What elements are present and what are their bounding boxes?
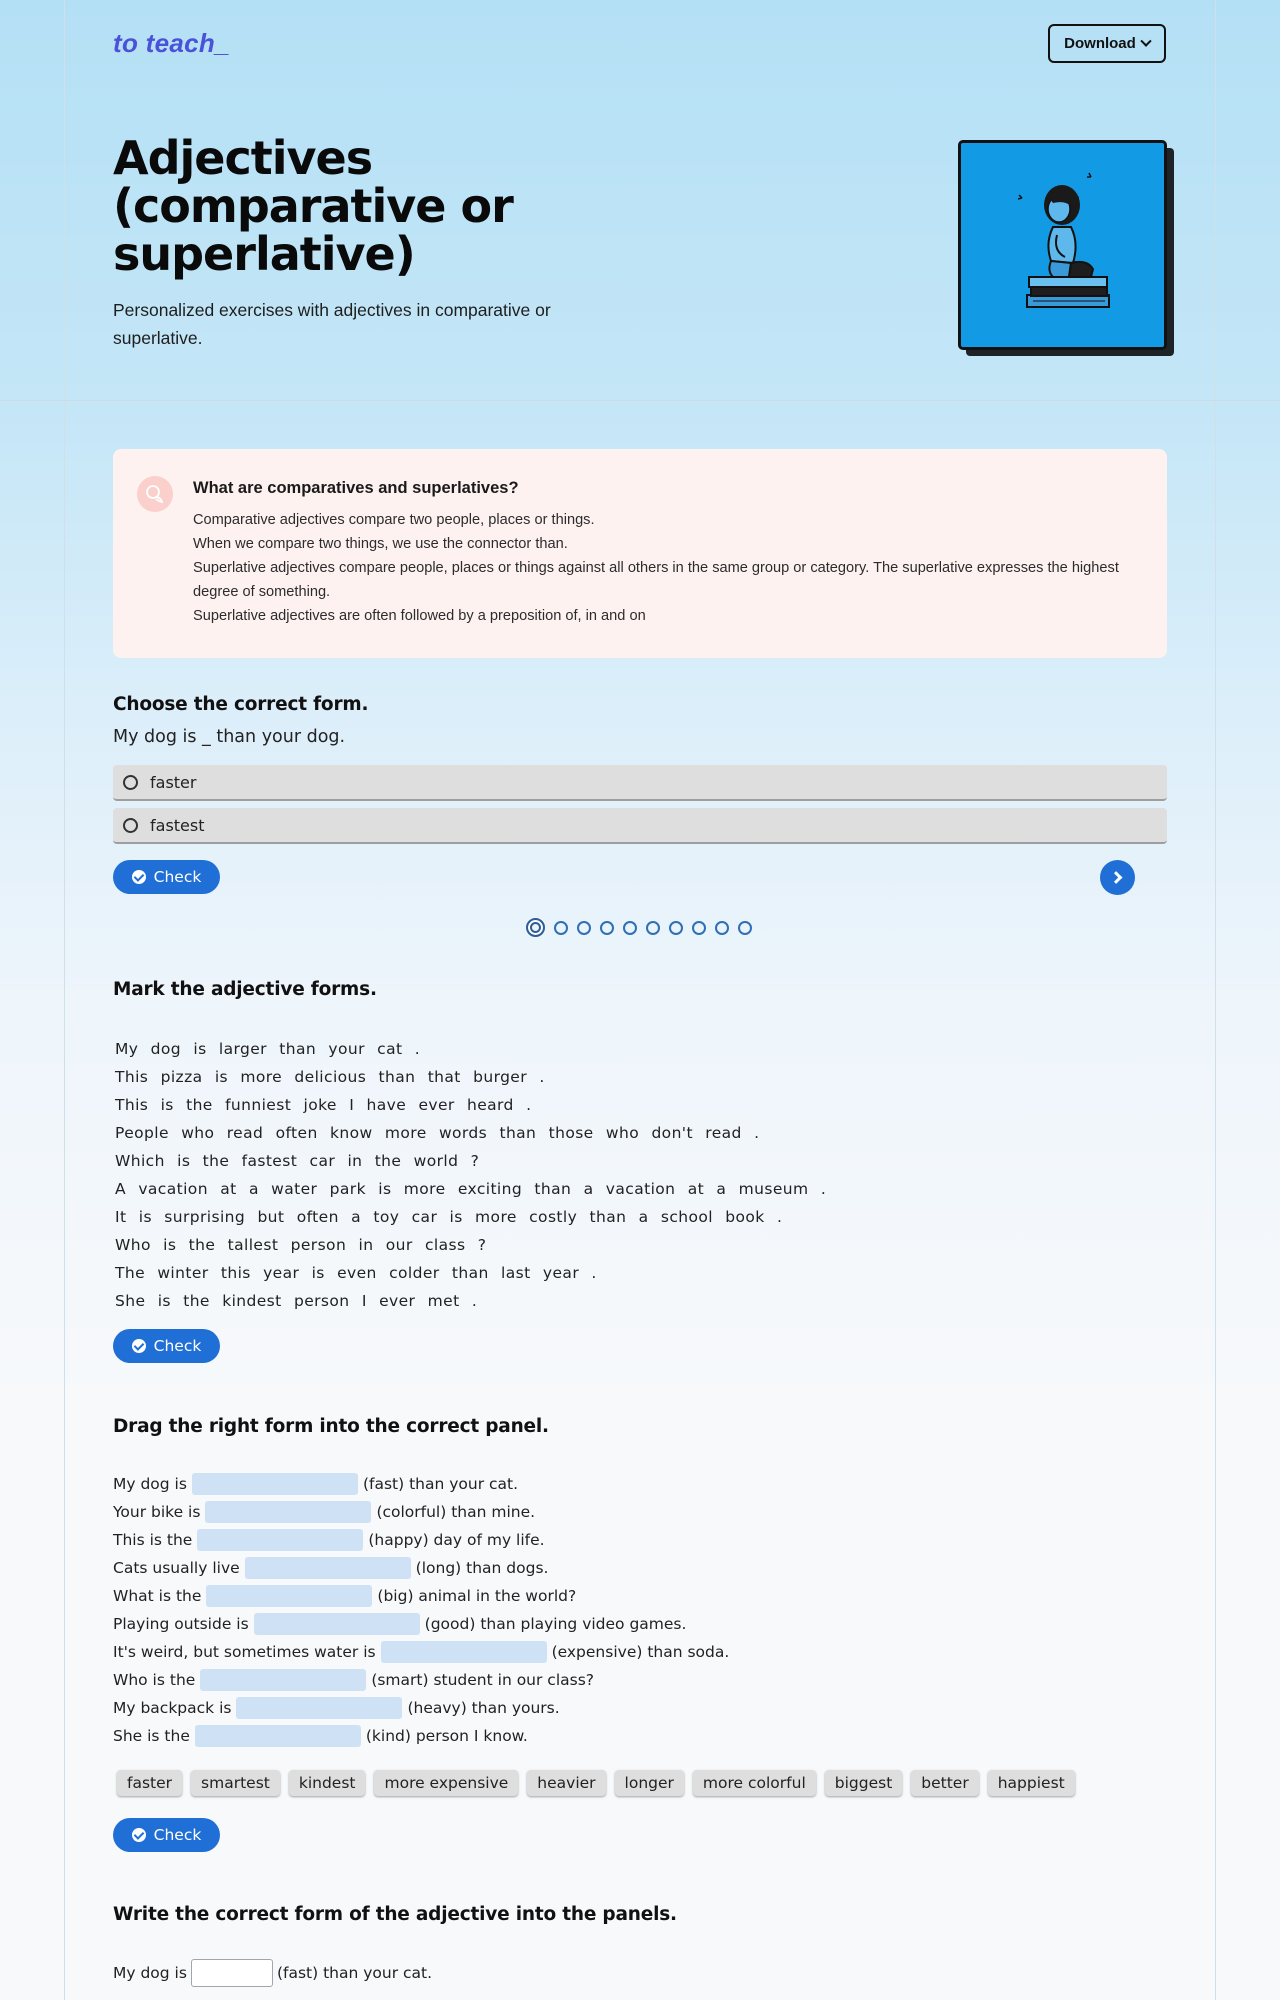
drag-row-after: (expensive) than soda. [551, 1643, 730, 1661]
drag-row [113, 1638, 729, 1666]
drag-row-before: My backpack is [113, 1699, 232, 1717]
drag-row-after: (heavy) than yours. [407, 1699, 560, 1717]
markable-sentence[interactable]: My dog is larger than your cat . [115, 1040, 421, 1058]
chat-bubbles-icon [137, 476, 173, 512]
option-fastest[interactable] [113, 808, 1167, 844]
check-circle-icon [132, 1828, 146, 1842]
drag-row-before: She is the [113, 1727, 190, 1745]
drag-row [113, 1526, 729, 1554]
draggable-chip[interactable]: biggest [825, 1770, 903, 1796]
drop-zone[interactable] [381, 1641, 547, 1663]
draggable-chip[interactable]: longer [615, 1770, 684, 1796]
info-title: What are comparatives and superlatives? [193, 479, 519, 497]
drop-zone[interactable] [254, 1613, 420, 1635]
check-label: Check [153, 1337, 202, 1355]
drag-row-before: My dog is [113, 1475, 187, 1493]
info-line: When we compare two things, we use the connector than. [193, 536, 568, 552]
exercise4-heading: Write the correct form of the adjective into the panels. [113, 1904, 677, 1925]
exercise1-check-button[interactable] [113, 860, 220, 894]
chevron-right-icon [1110, 871, 1123, 884]
markable-sentence[interactable]: A vacation at a water park is more exciting than a vacation at a museum . [115, 1180, 827, 1198]
draggable-chip[interactable]: better [911, 1770, 978, 1796]
download-label: Download [1064, 35, 1136, 52]
layout-guide-right [1215, 0, 1216, 2000]
draggable-chip[interactable]: smartest [191, 1770, 280, 1796]
markable-sentence[interactable]: It is surprising but often a toy car is more costly than a school book . [115, 1208, 783, 1226]
info-line: Superlative adjectives are often followed by a preposition of, in and on [193, 608, 646, 624]
drag-row-before: Playing outside is [113, 1615, 249, 1633]
option-label: fastest [150, 815, 205, 835]
drag-row [113, 1694, 729, 1722]
draggable-word-bank [117, 1770, 1075, 1796]
markable-sentence[interactable]: Who is the tallest person in our class ? [115, 1236, 487, 1254]
layout-guide-left [64, 0, 65, 2000]
answer-input[interactable] [191, 1959, 273, 1987]
markable-sentence[interactable]: She is the kindest person I ever met . [115, 1292, 478, 1310]
draggable-chip[interactable]: more expensive [374, 1770, 518, 1796]
check-circle-icon [132, 1339, 146, 1353]
pagination-dot-4[interactable] [600, 921, 614, 935]
markable-sentence[interactable]: The winter this year is even colder than last year . [115, 1264, 597, 1282]
markable-sentence[interactable]: People who read often know more words than those who don't read . [115, 1124, 760, 1142]
drop-zone[interactable] [197, 1529, 363, 1551]
exercise2-check-button[interactable] [113, 1329, 220, 1363]
drag-row-before: It's weird, but sometimes water is [113, 1643, 376, 1661]
markable-sentence[interactable]: This is the funniest joke I have ever heard . [115, 1096, 532, 1114]
info-line: Superlative adjectives compare people, places or things against all others in the same group or category. The superlative expresses the highest degree of something. [193, 560, 1119, 600]
check-label: Check [153, 868, 202, 886]
drop-zone[interactable] [195, 1725, 361, 1747]
drag-row-after: (big) animal in the world? [377, 1587, 577, 1605]
pagination-dot-5[interactable] [623, 921, 637, 935]
write-row-before: My dog is [113, 1964, 187, 1982]
page-title: Adjectives (comparative or superlative) [113, 131, 513, 281]
drop-zone[interactable] [200, 1669, 366, 1691]
site-logo[interactable]: to teach_ [113, 28, 230, 58]
drag-row-before: This is the [113, 1531, 193, 1549]
exercise1-heading: Choose the correct form. [113, 694, 369, 715]
download-button[interactable] [1048, 24, 1166, 63]
drag-row [113, 1554, 729, 1582]
drag-row-before: Your bike is [113, 1503, 201, 1521]
check-circle-icon [132, 870, 146, 884]
markable-sentence[interactable]: This pizza is more delicious than that burger . [115, 1068, 545, 1086]
exercise3-check-button[interactable] [113, 1818, 220, 1852]
markable-sentence[interactable]: Which is the fastest car in the world ? [115, 1152, 480, 1170]
pagination-dot-1[interactable] [526, 918, 545, 937]
pagination-dot-7[interactable] [669, 921, 683, 935]
drag-row-before: Cats usually live [113, 1559, 240, 1577]
question-pagination [526, 918, 752, 937]
drag-row-before: What is the [113, 1587, 202, 1605]
pagination-dot-6[interactable] [646, 921, 660, 935]
drag-row [113, 1582, 729, 1610]
hero-divider [0, 400, 1280, 401]
drop-zone[interactable] [245, 1557, 411, 1579]
drag-row-after: (happy) day of my life. [368, 1531, 545, 1549]
next-question-button[interactable] [1100, 860, 1135, 895]
radio-button[interactable] [123, 775, 138, 790]
info-body [193, 508, 1143, 628]
write-row [113, 1958, 432, 1988]
info-line: Comparative adjectives compare two people, places or things. [193, 512, 595, 528]
option-faster[interactable] [113, 765, 1167, 801]
drag-sentence-list [113, 1470, 729, 1750]
check-label: Check [153, 1826, 202, 1844]
page-subtitle: Personalized exercises with adjectives in comparative or superlative. [113, 300, 551, 348]
drag-row-after: (long) than dogs. [415, 1559, 549, 1577]
info-box [113, 449, 1167, 658]
chevron-down-icon [1140, 35, 1151, 46]
drag-row [113, 1666, 729, 1694]
drag-row [113, 1610, 729, 1638]
drag-row-after: (colorful) than mine. [376, 1503, 536, 1521]
exercise1-question: My dog is _ than your dog. [113, 727, 346, 747]
draggable-chip[interactable]: faster [117, 1770, 182, 1796]
draggable-chip[interactable]: more colorful [693, 1770, 816, 1796]
pagination-dot-8[interactable] [692, 921, 706, 935]
draggable-chip[interactable]: kindest [289, 1770, 366, 1796]
draggable-chip[interactable]: happiest [988, 1770, 1075, 1796]
drag-row-after: (smart) student in our class? [371, 1671, 595, 1689]
drag-row-after: (fast) than your cat. [362, 1475, 519, 1493]
mark-sentence-list [115, 1035, 826, 1315]
drop-zone[interactable] [205, 1501, 371, 1523]
write-row-after: (fast) than your cat. [276, 1964, 433, 1982]
pagination-dot-10[interactable] [738, 921, 752, 935]
drag-row [113, 1722, 729, 1750]
girl-sitting-on-books-icon [961, 143, 1167, 350]
exercise2-heading: Mark the adjective forms. [113, 979, 377, 1000]
drop-zone[interactable] [206, 1585, 372, 1607]
pagination-dot-2[interactable] [554, 921, 568, 935]
hero-illustration [958, 140, 1167, 350]
drag-row [113, 1470, 729, 1498]
radio-button[interactable] [123, 818, 138, 833]
drop-zone[interactable] [236, 1697, 402, 1719]
pagination-dot-9[interactable] [715, 921, 729, 935]
drag-row [113, 1498, 729, 1526]
drag-row-after: (kind) person I know. [365, 1727, 528, 1745]
pagination-dot-3[interactable] [577, 921, 591, 935]
exercise3-heading: Drag the right form into the correct panel. [113, 1416, 549, 1437]
option-label: faster [150, 772, 197, 792]
drag-row-before: Who is the [113, 1671, 196, 1689]
drag-row-after: (good) than playing video games. [424, 1615, 687, 1633]
drop-zone[interactable] [192, 1473, 358, 1495]
draggable-chip[interactable]: heavier [527, 1770, 605, 1796]
